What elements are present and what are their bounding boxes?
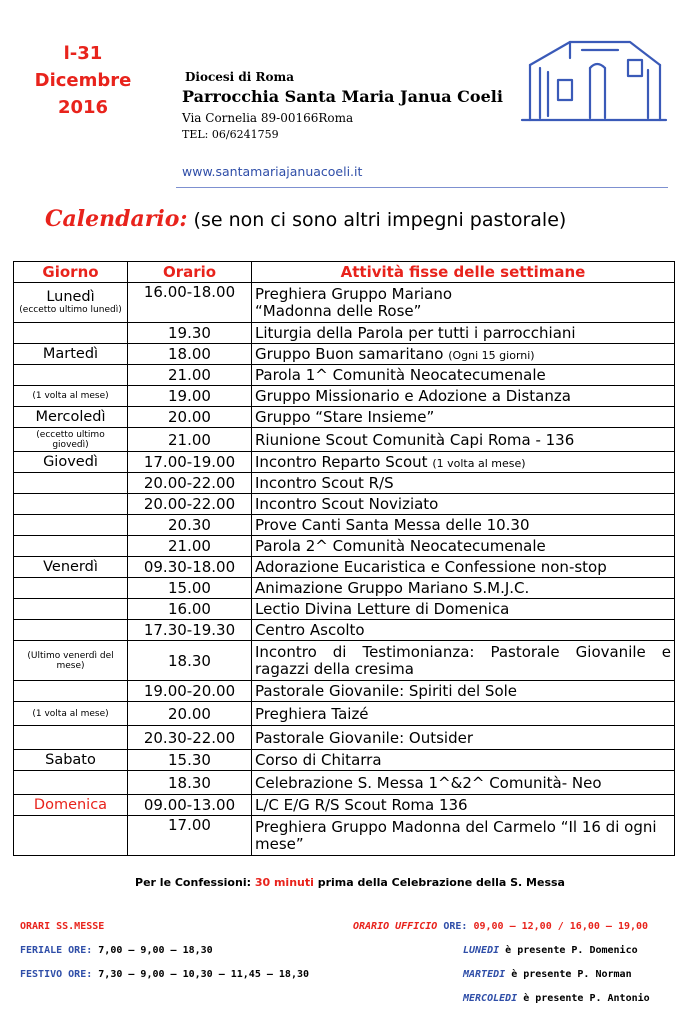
header-attivita: Attività fisse delle settimane	[252, 262, 675, 283]
activity-cell: Parola 2^ Comunità Neocatecumenale	[252, 536, 675, 557]
activity-cell: Incontro Scout Noviziato	[252, 494, 675, 515]
time-cell: 15.00	[128, 578, 252, 599]
activity-cell: Incontro Reparto Scout	[255, 453, 428, 471]
activity-cell: Adorazione Eucaristica e Confessione non-stop	[252, 557, 675, 578]
day-cell: Lunedì	[46, 289, 95, 305]
time-cell: 17.00	[128, 816, 252, 856]
time-cell: 09.30-18.00	[128, 557, 252, 578]
time-cell: 17.30-19.30	[128, 620, 252, 641]
address: Via Cornelia 89-00166Roma	[182, 111, 354, 125]
activity-cell: Celebrazione S. Messa 1^&2^ Comunità- Neo	[252, 771, 675, 795]
calendar-subtitle: (se non ci sono altri impegni pastorale)	[193, 209, 567, 231]
schedule-table	[13, 261, 675, 856]
day-cell: Mercoledì	[14, 407, 128, 428]
day-cell	[14, 578, 128, 599]
time-cell: 20.30-22.00	[128, 726, 252, 750]
table-row	[14, 816, 675, 856]
table-row	[14, 578, 675, 599]
day-cell	[14, 473, 128, 494]
table-row	[14, 536, 675, 557]
time-cell: 21.00	[128, 536, 252, 557]
activity-cell: Riunione Scout Comunità Capi Roma - 136	[252, 428, 675, 452]
activity-cell: Centro Ascolto	[252, 620, 675, 641]
activity-frequency: (1 volta al mese)	[432, 457, 526, 470]
day-note: (eccetto ultimo lunedì)	[19, 305, 122, 315]
day-cell	[14, 726, 128, 750]
time-cell: 20.00	[128, 407, 252, 428]
time-cell: 20.30	[128, 515, 252, 536]
confessions-label: Per le Confessioni:	[135, 876, 251, 889]
table-row	[14, 641, 675, 681]
table-row	[14, 452, 675, 473]
activity-cell-line2: “Madonna delle Rose”	[255, 301, 422, 320]
day-cell: Martedì	[14, 344, 128, 365]
table-row	[14, 407, 675, 428]
presence-text: è presente P. Norman	[511, 969, 632, 980]
table-row	[14, 323, 675, 344]
confessions-highlight: 30 minuti	[254, 876, 314, 889]
header-giorno: Giorno	[14, 262, 128, 283]
festivo-label: FESTIVO ORE:	[20, 969, 93, 980]
presence-line	[463, 945, 638, 956]
presence-day: LUNEDI	[463, 945, 500, 956]
day-note: (eccetto ultimo giovedì)	[14, 428, 128, 452]
time-cell: 09.00-13.00	[128, 795, 252, 816]
date-line2: Dicembre	[34, 70, 132, 91]
date-line1: l-31	[63, 43, 103, 64]
date-block	[28, 40, 138, 121]
office-hours: 09,00 – 12,00 / 16,00 – 19,00	[473, 921, 649, 932]
presence-text: è presente P. Antonio	[523, 993, 650, 1004]
calendar-heading	[45, 206, 566, 232]
table-row	[14, 620, 675, 641]
activity-cell: Incontro di Testimonianza: Pastorale Giovanile e ragazzi della cresima	[252, 641, 675, 681]
day-note: (1 volta al mese)	[14, 702, 128, 726]
feriale-label: FERIALE ORE:	[20, 945, 93, 956]
day-note: (1 volta al mese)	[14, 386, 128, 407]
table-row	[14, 386, 675, 407]
table-row	[14, 771, 675, 795]
activity-cell: Gruppo Missionario e Adozione a Distanza	[252, 386, 675, 407]
office-ore-label: ORE:	[443, 921, 468, 932]
table-header-row	[14, 262, 675, 283]
presence-line	[463, 969, 632, 980]
table-row	[14, 365, 675, 386]
feriale-times: 7,00 – 9,00 – 18,30	[98, 945, 213, 956]
activity-cell: Prove Canti Santa Messa delle 10.30	[252, 515, 675, 536]
table-row	[14, 473, 675, 494]
confessions-text: prima della Celebrazione della S. Messa	[317, 876, 565, 889]
confessions-note	[0, 876, 700, 889]
day-cell	[14, 323, 128, 344]
activity-cell: Corso di Chitarra	[252, 750, 675, 771]
masses-title: ORARI SS.MESSE	[20, 921, 105, 932]
website-link[interactable]: www.santamariajanuacoeli.it	[182, 164, 363, 179]
festivo-times: 7,30 – 9,00 – 10,30 – 11,45 – 18,30	[98, 969, 309, 980]
table-row	[14, 795, 675, 816]
activity-cell: Pastorale Giovanile: Spiriti del Sole	[252, 681, 675, 702]
activity-cell: Lectio Divina Letture di Domenica	[252, 599, 675, 620]
activity-cell: Preghiera Gruppo Madonna del Carmelo “Il 16 di ogni mese”	[252, 816, 675, 856]
day-cell	[14, 771, 128, 795]
telephone: TEL: 06/6241759	[182, 128, 279, 141]
day-cell	[14, 515, 128, 536]
activity-frequency: (Ogni 15 giorni)	[448, 349, 535, 362]
diocesi-label: Diocesi di Roma	[185, 70, 294, 84]
time-cell: 16.00-18.00	[128, 283, 252, 323]
date-line3: 2016	[57, 97, 109, 118]
day-cell: Venerdì	[14, 557, 128, 578]
time-cell: 16.00	[128, 599, 252, 620]
header-divider	[176, 187, 668, 188]
activity-cell: Gruppo Buon samaritano	[255, 345, 444, 363]
day-cell	[14, 620, 128, 641]
table-row	[14, 344, 675, 365]
office-hours-line	[353, 921, 648, 932]
day-cell	[14, 536, 128, 557]
presence-text: è presente P. Domenico	[505, 945, 638, 956]
activity-cell: Preghiera Gruppo Mariano	[255, 284, 453, 303]
day-cell: Giovedì	[14, 452, 128, 473]
time-cell: 18.30	[128, 641, 252, 681]
festivo-line	[20, 969, 309, 980]
calendar-title: Calendario:	[45, 206, 188, 232]
day-cell	[14, 365, 128, 386]
activity-cell: Animazione Gruppo Mariano S.M.J.C.	[252, 578, 675, 599]
day-note: (Ultimo venerdì del mese)	[14, 641, 128, 681]
header-orario: Orario	[128, 262, 252, 283]
activity-cell: Incontro Scout R/S	[252, 473, 675, 494]
time-cell: 20.00	[128, 702, 252, 726]
time-cell: 20.00-22.00	[128, 494, 252, 515]
time-cell: 19.00	[128, 386, 252, 407]
time-cell: 19.30	[128, 323, 252, 344]
table-row	[14, 515, 675, 536]
day-cell	[14, 599, 128, 620]
feriale-line	[20, 945, 213, 956]
time-cell: 19.00-20.00	[128, 681, 252, 702]
table-row	[14, 702, 675, 726]
table-row	[14, 726, 675, 750]
table-row	[14, 599, 675, 620]
day-cell	[14, 494, 128, 515]
time-cell: 21.00	[128, 365, 252, 386]
activity-cell: L/C E/G R/S Scout Roma 136	[252, 795, 675, 816]
table-row	[14, 557, 675, 578]
time-cell: 18.00	[128, 344, 252, 365]
presence-line	[463, 993, 650, 1004]
activity-cell: Preghiera Taizé	[252, 702, 675, 726]
time-cell: 17.00-19.00	[128, 452, 252, 473]
activity-cell: Liturgia della Parola per tutti i parrocchiani	[252, 323, 675, 344]
parish-name: Parrocchia Santa Maria Janua Coeli	[182, 87, 503, 106]
time-cell: 21.00	[128, 428, 252, 452]
table-row	[14, 681, 675, 702]
day-cell	[14, 681, 128, 702]
day-cell	[14, 816, 128, 856]
activity-cell: Gruppo “Stare Insieme”	[252, 407, 675, 428]
time-cell: 18.30	[128, 771, 252, 795]
table-row	[14, 428, 675, 452]
table-row	[14, 283, 675, 323]
time-cell: 20.00-22.00	[128, 473, 252, 494]
presence-day: MERCOLEDI	[463, 993, 518, 1004]
time-cell: 15.30	[128, 750, 252, 771]
table-row	[14, 494, 675, 515]
presence-day: MARTEDI	[463, 969, 506, 980]
activity-cell: Parola 1^ Comunità Neocatecumenale	[252, 365, 675, 386]
activity-cell: Pastorale Giovanile: Outsider	[252, 726, 675, 750]
day-cell: Domenica	[14, 795, 128, 816]
table-row	[14, 750, 675, 771]
office-title: ORARIO UFFICIO	[353, 921, 438, 932]
church-logo-icon	[510, 20, 670, 130]
day-cell: Sabato	[14, 750, 128, 771]
